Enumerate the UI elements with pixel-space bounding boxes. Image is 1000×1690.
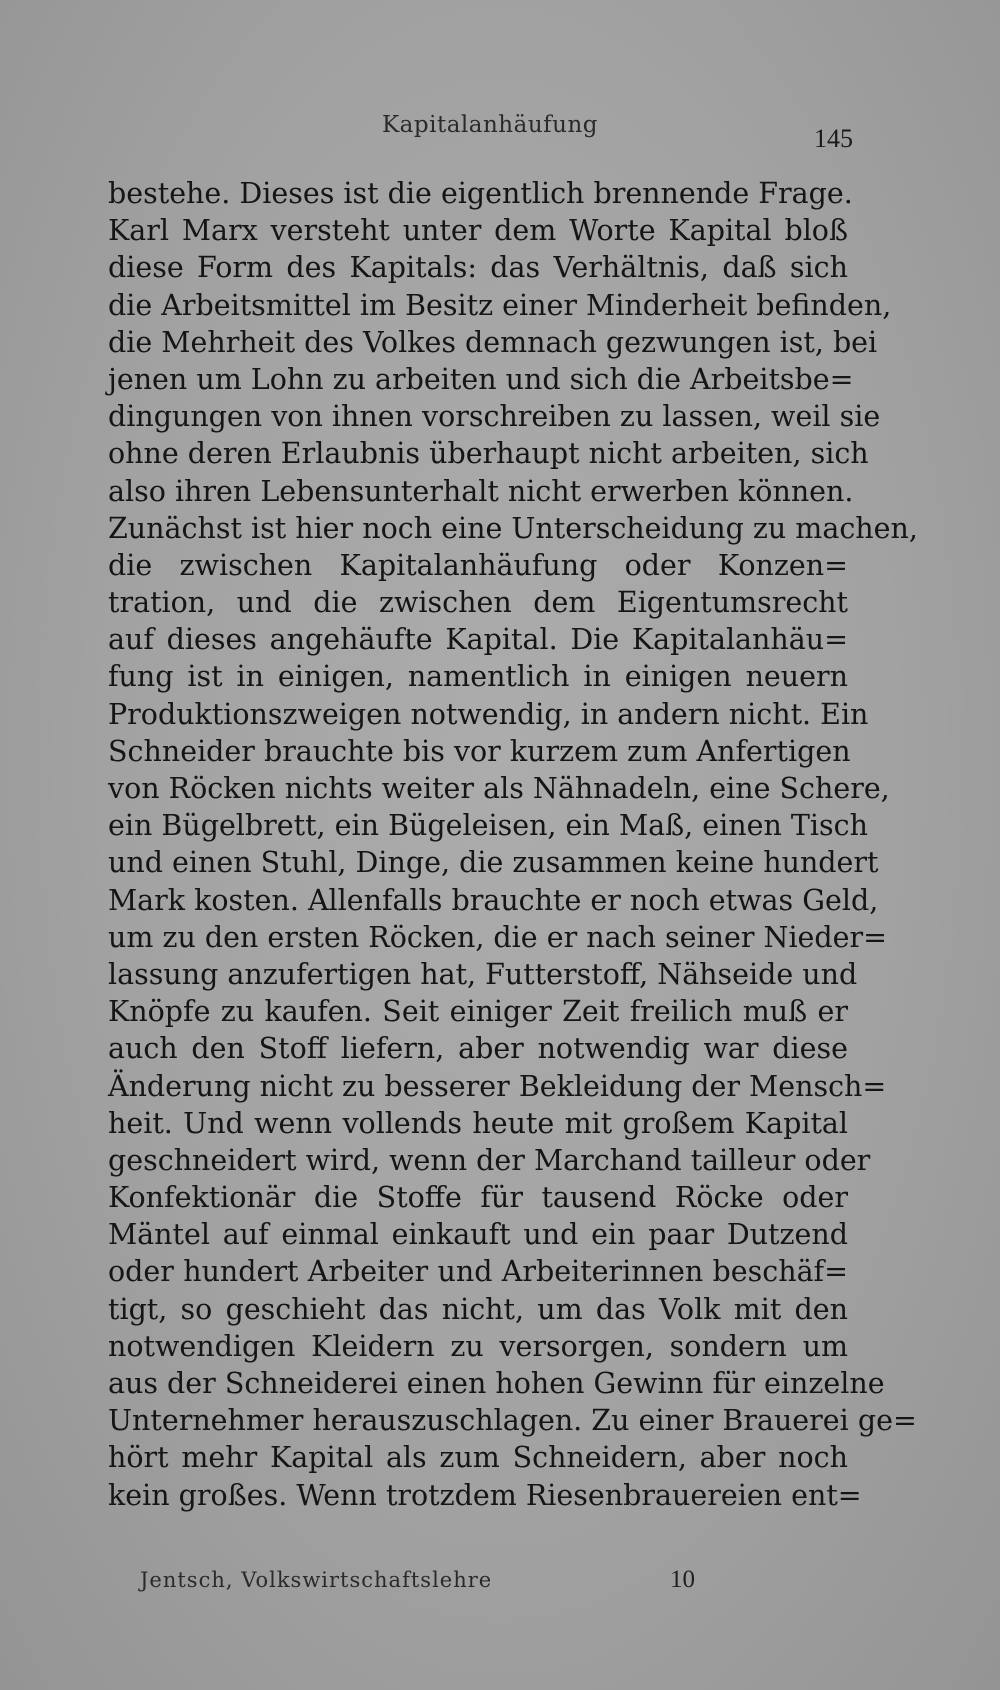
signature-line: Jentsch, Volkswirtschaftslehre: [140, 1568, 493, 1592]
text-line: auch den Stoff liefern, aber notwendig war diese: [108, 1032, 848, 1066]
running-title: Kapitalanhäufung: [382, 112, 599, 138]
text-line: Schneider brauchte bis vor kurzem zum Anfertigen: [108, 734, 851, 768]
text-line: tration, und die zwischen dem Eigentumsrecht: [108, 586, 848, 620]
text-line: und einen Stuhl, Dinge, die zusammen keine hundert: [108, 846, 879, 880]
text-line: ohne deren Erlaubnis überhaupt nicht arbeiten, sich: [108, 437, 869, 471]
text-line: aus der Schneiderei einen hohen Gewinn für einzelne: [108, 1367, 885, 1400]
body-text: [108, 175, 918, 1514]
text-line: tigt, so geschieht das nicht, um das Volk mit den: [108, 1292, 848, 1326]
page-number: 145: [814, 124, 853, 153]
text-line: Karl Marx versteht unter dem Worte Kapital bloß: [108, 214, 848, 248]
text-line: Produktionszweigen notwendig, in andern nicht. Ein: [108, 697, 869, 731]
text-line: Mark kosten. Allenfalls brauchte er noch etwas Geld,: [108, 883, 879, 917]
page-footer: [0, 1568, 1000, 1604]
text-line: kein großes. Wenn trotzdem Riesenbrauereien ent=: [108, 1478, 862, 1512]
text-line: hört mehr Kapital als zum Schneidern, aber noch: [108, 1441, 848, 1475]
text-line: dingungen von ihnen vorschreiben zu lassen, weil sie: [108, 400, 881, 434]
text-line: jenen um Lohn zu arbeiten und sich die Arbeitsbe=: [108, 362, 854, 396]
text-line: Änderung nicht zu besserer Bekleidung der Mensch=: [108, 1069, 887, 1103]
text-line: bestehe. Dieses ist die eigentlich brennende Frage.: [108, 177, 853, 210]
text-line: also ihren Lebensunterhalt nicht erwerben können.: [108, 474, 854, 508]
text-line: Mäntel auf einmal einkauft und ein paar Dutzend: [108, 1218, 848, 1252]
text-line: ein Bügelbrett, ein Bügeleisen, ein Maß, einen Tisch: [108, 809, 868, 843]
text-line: fung ist in einigen, namentlich in einigen neuern: [108, 660, 848, 694]
text-line: geschneidert wird, wenn der Marchand tailleur oder: [108, 1143, 871, 1177]
text-line: Knöpfe zu kaufen. Seit einiger Zeit freilich muß er: [108, 995, 848, 1029]
text-line: diese Form des Kapitals: das Verhältnis, daß sich: [108, 251, 848, 285]
text-line: heit. Und wenn vollends heute mit großem Kapital: [108, 1106, 848, 1140]
text-line: Unternehmer herauszuschlagen. Zu einer Brauerei ge=: [108, 1404, 917, 1438]
text-line: von Röcken nichts weiter als Nähnadeln, eine Schere,: [108, 772, 890, 805]
running-head: [0, 112, 1000, 152]
text-line: die zwischen Kapitalanhäufung oder Konzen=: [108, 548, 848, 582]
text-line: um zu den ersten Röcken, die er nach seiner Nieder=: [108, 920, 888, 954]
text-line: die Mehrheit des Volkes demnach gezwungen ist, bei: [108, 325, 878, 359]
text-line: die Arbeitsmittel im Besitz einer Minderheit befinden,: [108, 288, 892, 322]
text-line: lassung anzufertigen hat, Futterstoff, Nähseide und: [108, 957, 858, 991]
text-line: notwendigen Kleidern zu versorgen, sondern um: [108, 1329, 848, 1363]
sheet-number: 10: [670, 1566, 695, 1593]
text-line: Zunächst ist hier noch eine Unterscheidung zu machen,: [108, 511, 918, 545]
text-line: Konfektionär die Stoffe für tausend Röcke oder: [108, 1181, 848, 1215]
text-line: auf dieses angehäufte Kapital. Die Kapitalanhäu=: [108, 623, 848, 657]
text-line: oder hundert Arbeiter und Arbeiterinnen beschäf=: [108, 1255, 848, 1289]
